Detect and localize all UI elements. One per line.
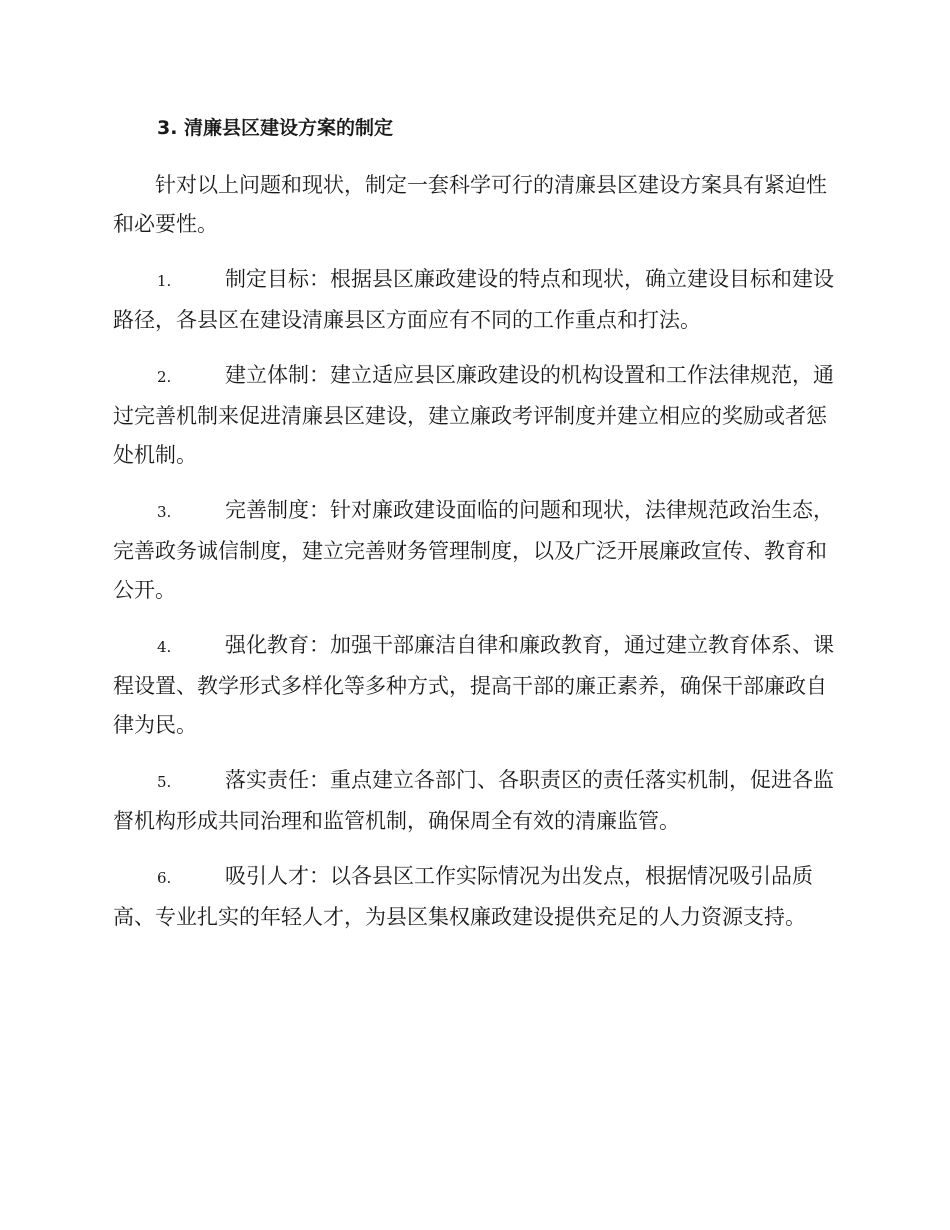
list-item-number: 5.	[157, 773, 172, 791]
section-heading: 3. 清廉县区建设方案的制定	[157, 117, 394, 139]
list-item	[113, 491, 837, 610]
list-item	[113, 356, 837, 475]
list-item-number: 4.	[157, 638, 172, 656]
list-item-text: 强化教育：加强干部廉洁自律和廉政教育，通过建立教育体系、课程设置、教学形式多样化等多种方式，提高干部的廉正素养，确保干部廉政自律为民。	[113, 633, 834, 737]
list-item-text: 制定目标：根据县区廉政建设的特点和现状，确立建设目标和建设路径，各县区在建设清廉县区方面应有不同的工作重点和打法。	[113, 267, 834, 332]
list-item-text: 完善制度：针对廉政建设面临的问题和现状，法律规范政治生态，完善政务诚信制度，建立完善财务管理制度，以及广泛开展廉政宣传、教育和公开。	[113, 498, 834, 602]
list-item	[113, 260, 837, 340]
list-item-number: 1.	[157, 272, 172, 290]
list-item-text: 吸引人才：以各县区工作实际情况为出发点，根据情况吸引品质高、专业扎实的年轻人才，为县区集权廉政建设提供充足的人力资源支持。	[113, 864, 813, 929]
document-page	[113, 108, 837, 937]
list-item	[113, 626, 837, 745]
list-item	[113, 761, 837, 841]
list-item-number: 2.	[157, 368, 172, 386]
list-item-text: 建立体制：建立适应县区廉政建设的机构设置和工作法律规范，通过完善机制来促进清廉县区建设，建立廉政考评制度并建立相应的奖励或者惩处机制。	[113, 363, 834, 467]
list-item-text: 落实责任：重点建立各部门、各职责区的责任落实机制，促进各监督机构形成共同治理和监管机制，确保周全有效的清廉监管。	[113, 768, 834, 833]
intro-paragraph: 针对以上问题和现状，制定一套科学可行的清廉县区建设方案具有紧迫性和必要性。	[113, 173, 827, 236]
list-item	[113, 857, 837, 937]
list-item-number: 6.	[157, 869, 172, 887]
list-item-number: 3.	[157, 503, 172, 521]
